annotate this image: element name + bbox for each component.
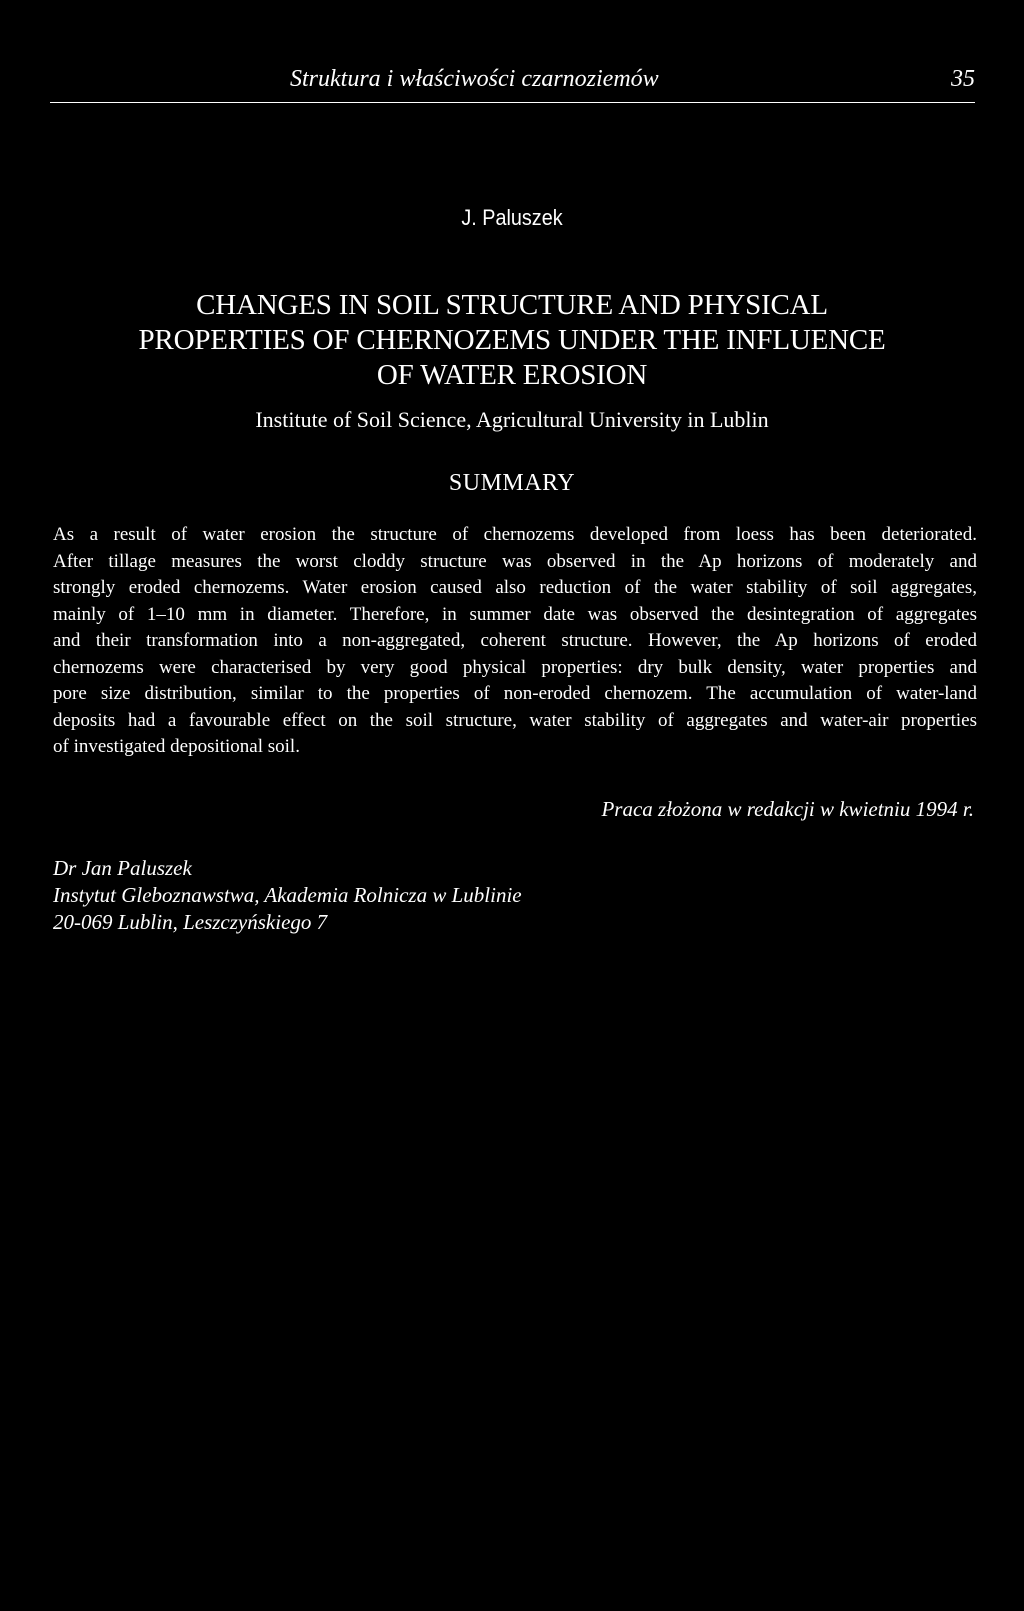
summary-line: and their transformation into a non-aggregated, coherent structure. However, the Ap horizons of eroded <box>53 630 977 651</box>
summary-line: strongly eroded chernozems. Water erosion caused also reduction of the water stability of soil aggregates, <box>53 577 977 598</box>
summary-heading: SUMMARY <box>448 470 576 496</box>
summary-body <box>53 522 977 761</box>
summary-line: As a result of water erosion the structure of chernozems developed from loess has been deteriorated. <box>53 524 977 545</box>
institute-affiliation: Institute of Soil Science, Agricultural University in Lublin <box>255 407 769 432</box>
paper-title <box>60 288 964 393</box>
summary-line: mainly of 1–10 mm in diameter. Therefore, in summer date was observed the desintegration of aggregates <box>53 603 977 625</box>
address-line: Dr Jan Paluszek <box>53 856 192 880</box>
paper-title-line: OF WATER EROSION <box>376 359 648 391</box>
author-name: J. Paluszek <box>461 205 563 230</box>
summary-line: chernozems were characterised by very good physical properties: dry bulk density, water properties and <box>53 656 977 678</box>
summary-line: After tillage measures the worst cloddy structure was observed in the Ap horizons of moderately and <box>53 550 977 572</box>
paper-title-line: CHANGES IN SOIL STRUCTURE AND PHYSICAL <box>196 289 828 321</box>
address-line: 20-069 Lublin, Leszczyńskiego 7 <box>53 910 328 934</box>
summary-line: pore size distribution, similar to the properties of non-eroded chernozem. The accumulation of water-land <box>53 683 977 704</box>
summary-line: deposits had a favourable effect on the soil structure, water stability of aggregates and water-air properties <box>53 709 977 731</box>
address-line: Instytut Gleboznawstwa, Akademia Rolnicza w Lublinie <box>53 883 522 907</box>
summary-line: of investigated depositional soil. <box>53 736 300 757</box>
submission-note: Praca złożona w redakcji w kwietniu 1994 r. <box>601 797 974 821</box>
paper-title-line: PROPERTIES OF CHERNOZEMS UNDER THE INFLUENCE <box>138 324 886 356</box>
page-number: 35 <box>951 66 975 92</box>
running-header <box>50 62 975 103</box>
author-address <box>53 855 522 936</box>
running-title: Struktura i właściwości czarnoziemów <box>290 66 659 92</box>
